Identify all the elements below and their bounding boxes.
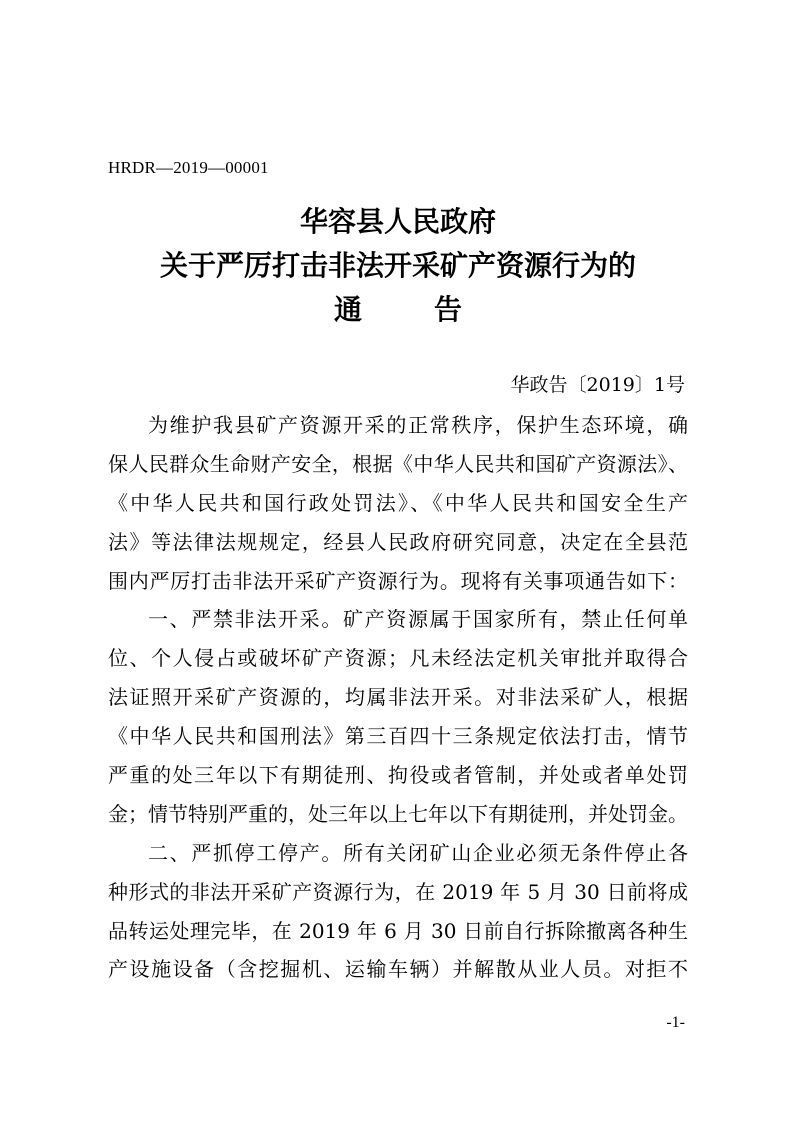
body-line: 金；情节特别严重的，处三年以上七年以下有期徒刑，并处罚金。 (108, 801, 688, 826)
title-subject: 关于严厉打击非法开采矿产资源行为的 (159, 249, 636, 282)
body-line: 《中华人民共和国刑法》第三百四十三条规定依法打击，情节 (108, 724, 688, 749)
page-number: -1- (666, 1014, 685, 1031)
body-line: 种形式的非法开采矿产资源行为，在 2019 年 5 月 30 日前将成 (108, 879, 688, 904)
body-line: 围内严厉打击非法开采矿产资源行为。现将有关事项通告如下： (108, 568, 688, 593)
body-line: 法》等法律法规规定，经县人民政府研究同意，决定在全县范 (108, 529, 688, 554)
body-line: 法证照开采矿产资源的，均属非法开采。对非法采矿人，根据 (108, 685, 688, 710)
title-type: 通告 (333, 293, 534, 326)
title-block (108, 200, 688, 332)
document-code: HRDR—2019—00001 (108, 158, 269, 177)
body-line: 保人民群众生命财产安全，根据《中华人民共和国矿产资源法》、 (108, 451, 688, 476)
body-line: 为维护我县矿产资源开采的正常秩序，保护生态环境，确 (148, 413, 688, 437)
body-line: 《中华人民共和国行政处罚法》、《中华人民共和国安全生产 (108, 490, 688, 515)
document-number: 华政告〔2019〕1号 (510, 374, 685, 396)
body-line: 一、严禁非法开采。矿产资源属于国家所有，禁止任何单 (148, 607, 688, 632)
body-line: 位、个人侵占或破坏矿产资源；凡未经法定机关审批并取得合 (108, 646, 688, 671)
body-line: 二、严抓停工停产。所有关闭矿山企业必须无条件停止各 (148, 840, 688, 865)
body-line: 产设施设备（含挖掘机、运输车辆）并解散从业人员。对拒不 (108, 957, 688, 982)
body-line: 品转运处理完毕，在 2019 年 6 月 30 日前自行拆除撤离各种生 (108, 918, 688, 943)
title-issuer: 华容县人民政府 (299, 205, 496, 238)
body-text (108, 406, 688, 989)
body-line: 严重的处三年以下有期徒刑、拘役或者管制，并处或者单处罚 (108, 763, 688, 788)
